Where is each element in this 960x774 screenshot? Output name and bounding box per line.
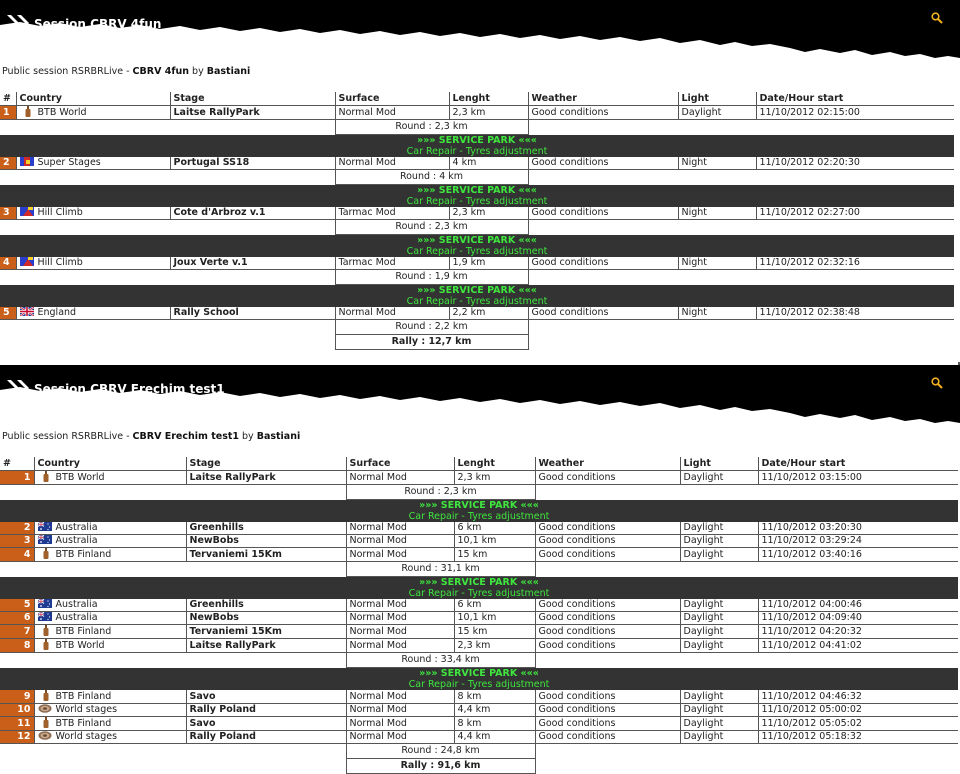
bottle-icon [43,471,49,482]
column-header: # [0,457,34,471]
round-total: Round : 1,9 km [335,270,528,285]
weather-cell: Good conditions [528,307,678,320]
weather-cell: Good conditions [535,535,680,548]
subline-by: by [239,431,257,442]
country-cell [34,548,186,562]
bottle-icon [25,106,31,117]
stages-table [0,92,954,350]
column-header: Lenght [454,457,535,471]
round-row [0,220,954,235]
light-cell: Daylight [680,522,758,535]
date-cell: 11/10/2012 03:40:16 [758,548,958,562]
round-row [0,653,958,668]
session-banner [0,365,960,423]
session-panel [0,365,960,771]
length-cell: 1,9 km [449,257,528,270]
surface-cell: Normal Mod [346,471,454,485]
stage-number: 8 [0,639,34,653]
length-cell: 6 km [454,599,535,612]
surface-cell: Tarmac Mod [335,207,449,220]
world-stages-flag-icon [38,731,52,740]
weather-cell: Good conditions [528,207,678,220]
stage-number: 4 [0,257,16,270]
service-park-label: »»» SERVICE PARK ««« [0,285,954,297]
service-park-row [0,185,954,197]
country-cell [34,690,186,704]
stage-name[interactable]: Portugal SS18 [170,157,335,170]
length-cell: 8 km [454,717,535,731]
country-cell [34,625,186,639]
service-park-detail-row [0,146,954,157]
table-row [0,257,954,270]
light-cell: Night [678,157,756,170]
column-header: Date/Hour start [756,92,954,106]
country-cell [16,106,170,120]
stages-table [0,457,958,774]
weather-cell: Good conditions [535,522,680,535]
weather-cell: Good conditions [535,717,680,731]
table-row [0,471,958,485]
light-cell: Daylight [680,548,758,562]
service-park-detail: Car Repair - Tyres adjustment [0,246,954,257]
magnifier-icon[interactable] [931,12,943,24]
round-row [0,320,954,335]
stage-name[interactable]: Joux Verte v.1 [170,257,335,270]
date-cell: 11/10/2012 03:29:24 [758,535,958,548]
double-chevron-icon [6,379,30,397]
column-header: Stage [170,92,335,106]
date-cell: 11/10/2012 04:46:32 [758,690,958,704]
stage-number: 3 [0,535,34,548]
table-row [0,690,958,704]
bottle-icon [43,717,49,728]
surface-cell: Normal Mod [346,690,454,704]
country-cell [16,257,170,270]
session-subline [2,66,250,77]
stage-name[interactable]: Greenhills [186,599,346,612]
date-cell: 11/10/2012 04:41:02 [758,639,958,653]
table-row [0,157,954,170]
country-name: World stages [55,731,118,742]
light-cell: Daylight [680,599,758,612]
light-cell: Daylight [680,704,758,717]
rally-total-row [0,759,958,774]
hill-climb-flag-icon [20,257,34,266]
surface-cell: Normal Mod [346,612,454,625]
stage-name[interactable]: Savo [186,717,346,731]
round-row [0,120,954,135]
country-name: Australia [55,612,98,623]
country-name: Hill Climb [37,207,83,218]
stage-name[interactable]: Cote d'Arbroz v.1 [170,207,335,220]
service-park-label: »»» SERVICE PARK ««« [0,668,958,680]
subline-prefix: Public session RSRBRLive - [2,431,133,442]
country-cell [34,717,186,731]
country-name: BTB Finland [55,549,112,560]
session-subline [2,431,300,442]
table-header [0,457,958,471]
country-name: Australia [55,599,98,610]
weather-cell: Good conditions [535,639,680,653]
subline-prefix: Public session RSRBRLive - [2,66,133,77]
service-park-label: »»» SERVICE PARK ««« [0,135,954,147]
stage-number: 7 [0,625,34,639]
date-cell: 11/10/2012 02:20:30 [756,157,954,170]
round-row [0,744,958,759]
country-cell [34,471,186,485]
table-row [0,548,958,562]
session-name: CBRV 4fun [132,66,190,77]
session-author: Bastiani [206,66,251,77]
country-cell [16,157,170,170]
stage-name[interactable]: Rally Poland [186,704,346,717]
country-name: BTB Finland [55,718,112,729]
country-name: BTB World [55,640,105,651]
country-name: Super Stages [37,157,101,168]
table-row [0,625,958,639]
stage-number: 5 [0,599,34,612]
light-cell: Night [678,257,756,270]
table-row [0,106,954,120]
date-cell: 11/10/2012 05:00:02 [758,704,958,717]
surface-cell: Normal Mod [346,599,454,612]
column-header: Country [16,92,170,106]
date-cell: 11/10/2012 03:20:30 [758,522,958,535]
table-row [0,535,958,548]
service-park-row [0,577,958,589]
country-cell [34,731,186,744]
round-total: Round : 4 km [335,170,528,185]
bottle-icon [43,625,49,636]
stage-number: 2 [0,522,34,535]
table-row [0,717,958,731]
service-park-detail-row [0,679,958,690]
surface-cell: Normal Mod [346,522,454,535]
surface-cell: Normal Mod [335,157,449,170]
length-cell: 15 km [454,625,535,639]
service-park-label: »»» SERVICE PARK ««« [0,577,958,589]
weather-cell: Good conditions [535,612,680,625]
stage-name[interactable]: Laitse RallyPark [186,639,346,653]
england-flag-icon [20,307,34,316]
round-total: Round : 2,2 km [335,320,528,335]
country-name: England [37,307,77,318]
column-header: Stage [186,457,346,471]
magnifier-icon[interactable] [931,377,943,389]
surface-cell: Normal Mod [346,731,454,744]
service-park-row [0,135,954,147]
length-cell: 2,3 km [454,639,535,653]
light-cell: Daylight [680,625,758,639]
light-cell: Daylight [680,612,758,625]
table-row [0,599,958,612]
country-name: BTB World [37,107,87,118]
column-header: Surface [335,92,449,106]
surface-cell: Normal Mod [346,704,454,717]
bottle-icon [43,639,49,650]
weather-cell: Good conditions [528,106,678,120]
stage-name[interactable]: Greenhills [186,522,346,535]
date-cell: 11/10/2012 05:18:32 [758,731,958,744]
country-cell [34,535,186,548]
bottle-icon [43,690,49,701]
date-cell: 11/10/2012 02:32:16 [756,257,954,270]
column-header: Weather [535,457,680,471]
column-header: Light [680,457,758,471]
column-header: Country [34,457,186,471]
country-name: World stages [55,704,118,715]
service-park-detail: Car Repair - Tyres adjustment [0,588,958,599]
date-cell: 11/10/2012 04:00:46 [758,599,958,612]
stage-number: 4 [0,548,34,562]
table-row [0,207,954,220]
length-cell: 10,1 km [454,535,535,548]
session-panel [0,0,960,362]
weather-cell: Good conditions [535,599,680,612]
light-cell: Daylight [680,717,758,731]
stage-number: 6 [0,612,34,625]
service-park-detail-row [0,196,954,207]
service-park-detail: Car Repair - Tyres adjustment [0,146,954,157]
country-cell [34,522,186,535]
service-park-row [0,285,954,297]
date-cell: 11/10/2012 03:15:00 [758,471,958,485]
length-cell: 4,4 km [454,704,535,717]
light-cell: Daylight [680,639,758,653]
service-park-detail: Car Repair - Tyres adjustment [0,679,958,690]
table-row [0,731,958,744]
service-park-detail-row [0,588,958,599]
country-name: BTB Finland [55,626,112,637]
light-cell: Daylight [678,106,756,120]
world-stages-flag-icon [38,704,52,713]
session-title: Session CBRV 4fun [34,17,162,31]
weather-cell: Good conditions [528,157,678,170]
stage-number: 1 [0,471,34,485]
table-row [0,522,958,535]
service-park-label: »»» SERVICE PARK ««« [0,235,954,247]
country-cell [34,612,186,625]
date-cell: 11/10/2012 04:09:40 [758,612,958,625]
session-banner [0,0,960,58]
length-cell: 4,4 km [454,731,535,744]
round-row [0,270,954,285]
service-park-label: »»» SERVICE PARK ««« [0,185,954,197]
session-author: Bastiani [256,431,301,442]
service-park-row [0,500,958,512]
service-park-detail-row [0,246,954,257]
service-park-detail-row [0,296,954,307]
session-name: CBRV Erechim test1 [132,431,239,442]
stage-number: 12 [0,731,34,744]
length-cell: 2,3 km [449,106,528,120]
date-cell: 11/10/2012 05:05:02 [758,717,958,731]
country-name: BTB World [55,472,105,483]
round-total: Round : 33,4 km [346,653,535,668]
round-total: Round : 2,3 km [346,485,535,500]
surface-cell: Normal Mod [346,639,454,653]
country-name: Australia [55,535,98,546]
country-cell [16,207,170,220]
super-stages-flag-icon [20,157,34,166]
column-header: Weather [528,92,678,106]
date-cell: 11/10/2012 02:27:00 [756,207,954,220]
bottle-icon [43,548,49,559]
round-total: Round : 2,3 km [335,120,528,135]
stage-name[interactable]: NewBobs [186,535,346,548]
surface-cell: Tarmac Mod [335,257,449,270]
weather-cell: Good conditions [535,704,680,717]
column-header: # [0,92,16,106]
light-cell: Night [678,207,756,220]
length-cell: 2,2 km [449,307,528,320]
light-cell: Night [678,307,756,320]
date-cell: 11/10/2012 02:38:48 [756,307,954,320]
table-row [0,639,958,653]
table-row [0,704,958,717]
date-cell: 11/10/2012 04:20:32 [758,625,958,639]
length-cell: 8 km [454,690,535,704]
service-park-label: »»» SERVICE PARK ««« [0,500,958,512]
stage-name[interactable]: Laitse RallyPark [186,471,346,485]
stage-name[interactable]: Tervaniemi 15Km [186,548,346,562]
length-cell: 2,3 km [449,207,528,220]
stage-name[interactable]: Tervaniemi 15Km [186,625,346,639]
country-name: BTB Finland [55,691,112,702]
country-cell [16,307,170,320]
surface-cell: Normal Mod [346,548,454,562]
surface-cell: Normal Mod [335,307,449,320]
service-park-detail-row [0,511,958,522]
stage-number: 9 [0,690,34,704]
light-cell: Daylight [680,731,758,744]
service-park-row [0,235,954,247]
hill-climb-flag-icon [20,207,34,216]
column-header: Date/Hour start [758,457,958,471]
surface-cell: Normal Mod [335,106,449,120]
country-cell [34,599,186,612]
column-header: Light [678,92,756,106]
surface-cell: Normal Mod [346,625,454,639]
round-total: Round : 31,1 km [346,562,535,577]
light-cell: Daylight [680,471,758,485]
service-park-row [0,668,958,680]
stage-number: 10 [0,704,34,717]
session-title: Session CBRV Erechim test1 [34,382,225,396]
stage-number: 11 [0,717,34,731]
table-row [0,612,958,625]
table-row [0,307,954,320]
australia-flag-icon [38,599,52,608]
stage-name[interactable]: NewBobs [186,612,346,625]
country-name: Australia [55,522,98,533]
service-park-detail: Car Repair - Tyres adjustment [0,296,954,307]
rally-total: Rally : 91,6 km [346,759,535,774]
weather-cell: Good conditions [535,690,680,704]
stage-name[interactable]: Rally Poland [186,731,346,744]
rally-total: Rally : 12,7 km [335,335,528,350]
round-row [0,562,958,577]
light-cell: Daylight [680,690,758,704]
length-cell: 10,1 km [454,612,535,625]
country-cell [34,639,186,653]
date-cell: 11/10/2012 02:15:00 [756,106,954,120]
country-cell [34,704,186,717]
length-cell: 15 km [454,548,535,562]
stage-number: 3 [0,207,16,220]
round-row [0,170,954,185]
length-cell: 4 km [449,157,528,170]
weather-cell: Good conditions [535,625,680,639]
stage-name[interactable]: Laitse RallyPark [170,106,335,120]
service-park-detail: Car Repair - Tyres adjustment [0,511,958,522]
stage-number: 2 [0,157,16,170]
weather-cell: Good conditions [535,548,680,562]
weather-cell: Good conditions [535,731,680,744]
surface-cell: Normal Mod [346,717,454,731]
round-row [0,485,958,500]
australia-flag-icon [38,535,52,544]
stage-name[interactable]: Rally School [170,307,335,320]
rally-total-row [0,335,954,350]
round-total: Round : 2,3 km [335,220,528,235]
service-park-detail: Car Repair - Tyres adjustment [0,196,954,207]
double-chevron-icon [6,14,30,32]
stage-name[interactable]: Savo [186,690,346,704]
country-name: Hill Climb [37,257,83,268]
subline-by: by [189,66,207,77]
weather-cell: Good conditions [528,257,678,270]
length-cell: 6 km [454,522,535,535]
length-cell: 2,3 km [454,471,535,485]
stage-number: 5 [0,307,16,320]
surface-cell: Normal Mod [346,535,454,548]
weather-cell: Good conditions [535,471,680,485]
column-header: Surface [346,457,454,471]
table-header [0,92,954,106]
light-cell: Daylight [680,535,758,548]
round-total: Round : 24,8 km [346,744,535,759]
stage-number: 1 [0,106,16,120]
australia-flag-icon [38,612,52,621]
column-header: Lenght [449,92,528,106]
australia-flag-icon [38,522,52,531]
